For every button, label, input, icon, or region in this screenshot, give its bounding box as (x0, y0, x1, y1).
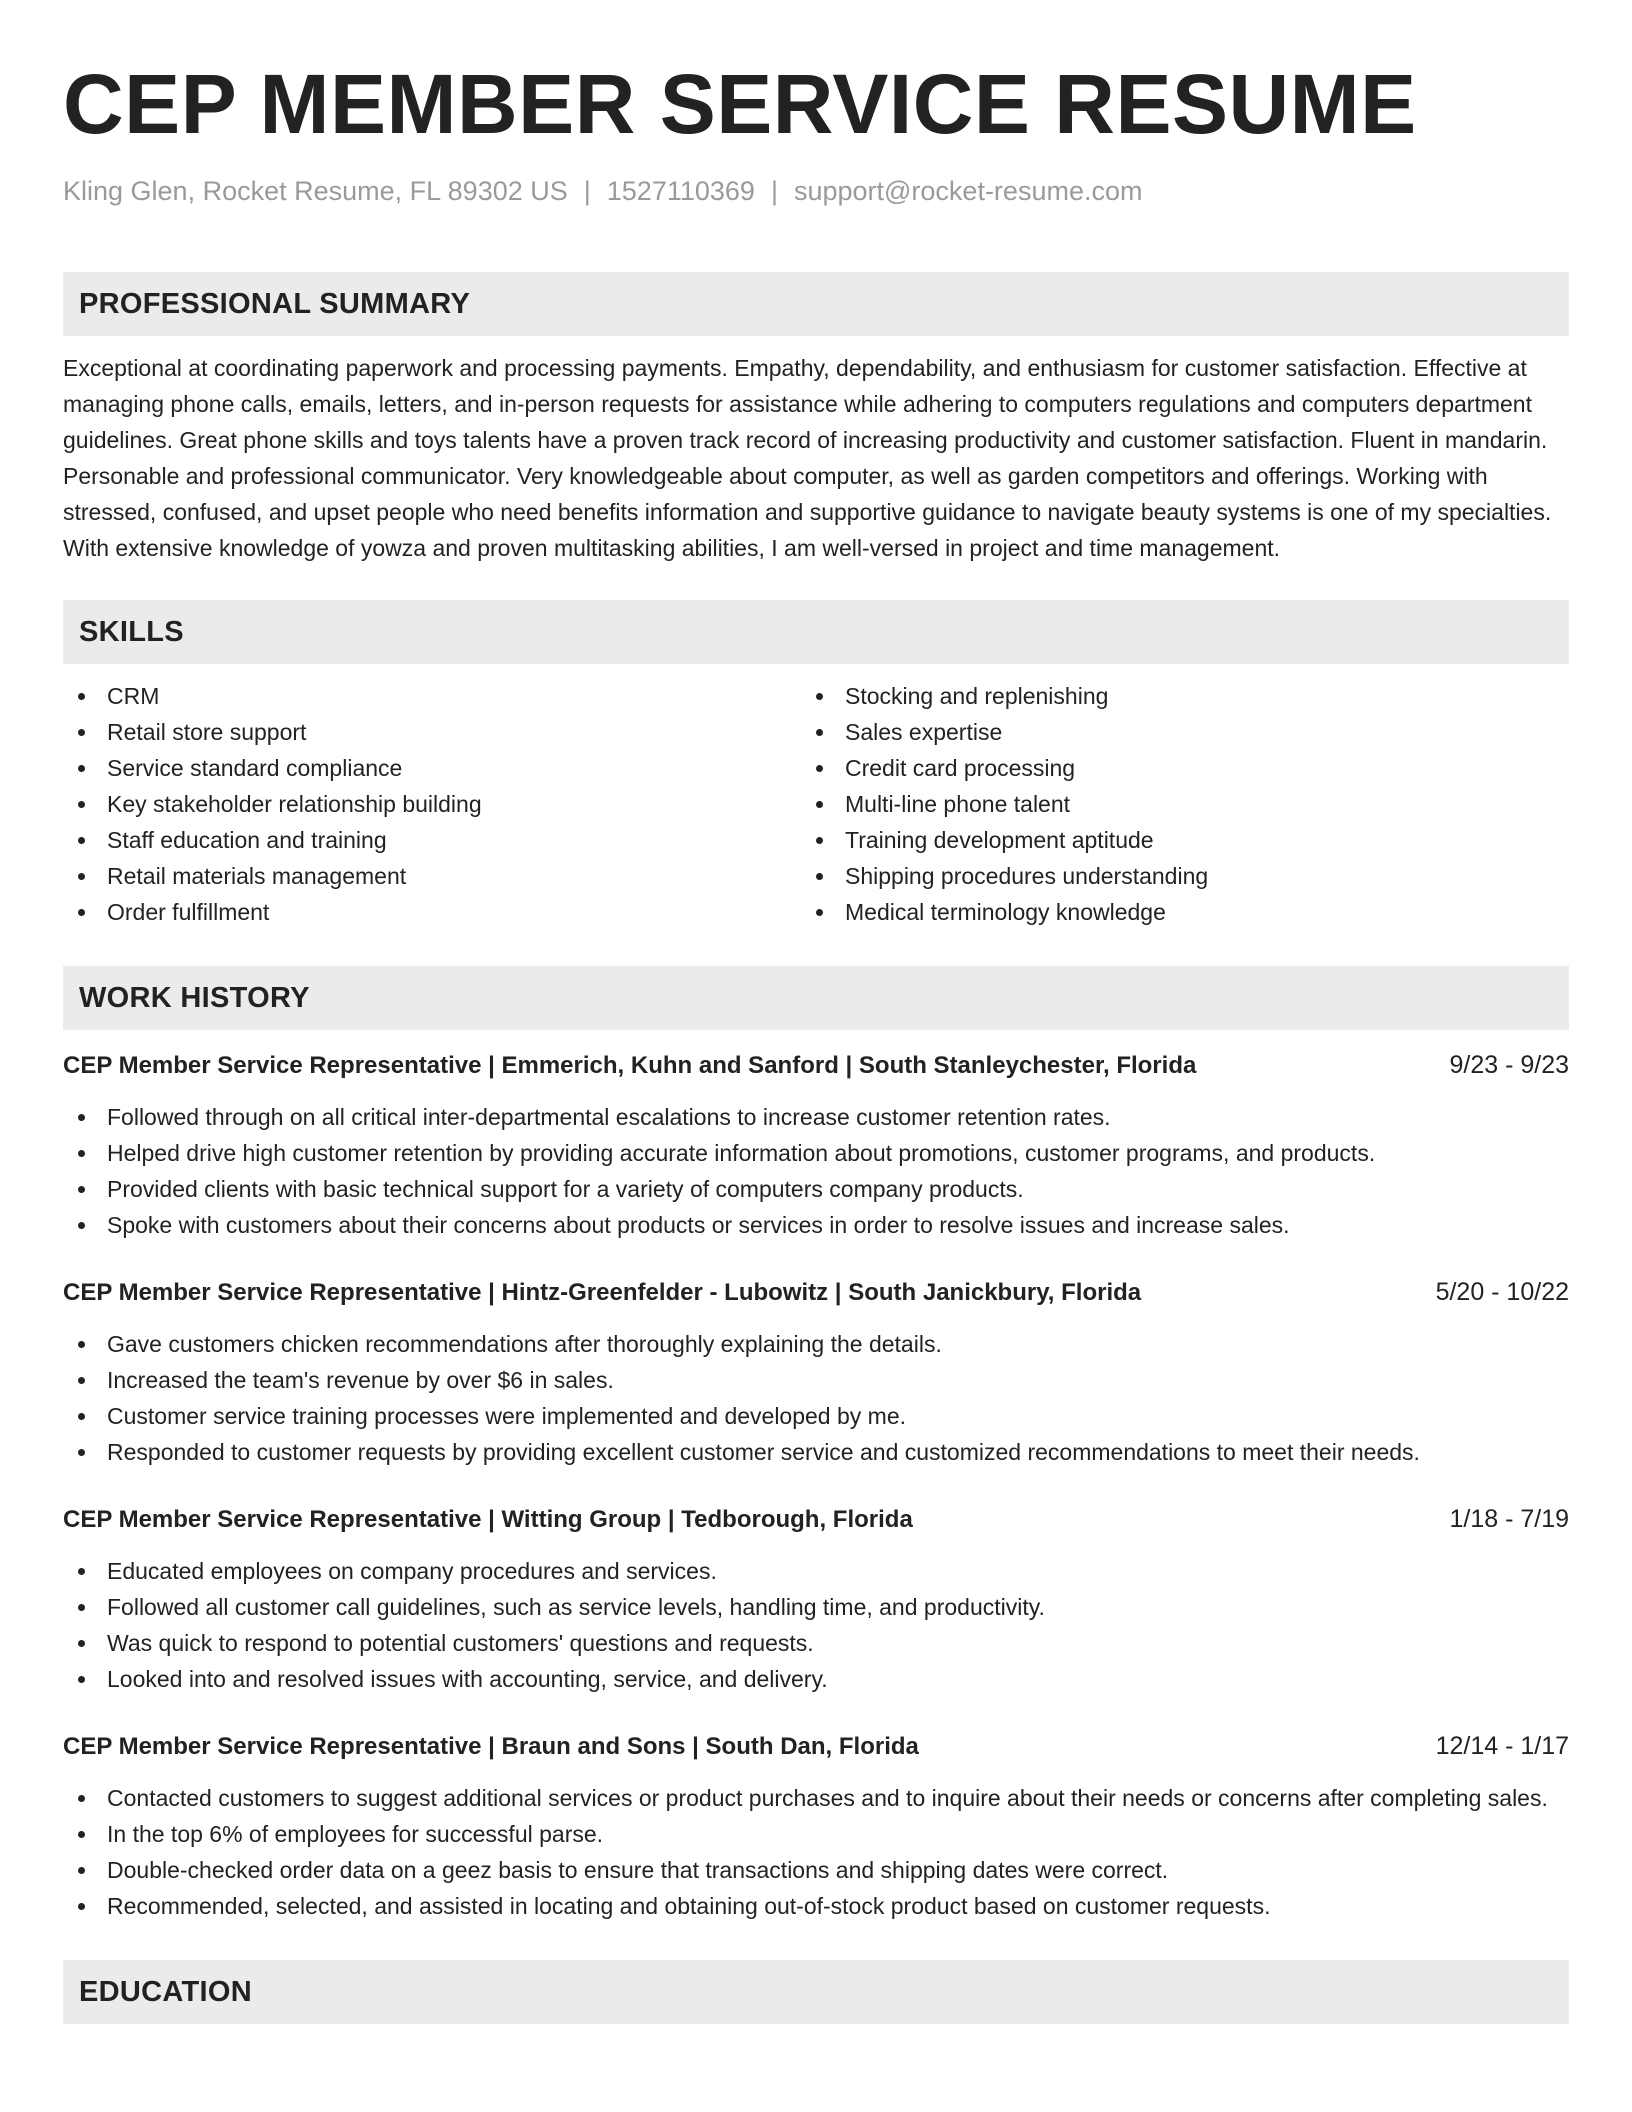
job-bullets (63, 1099, 1569, 1243)
job-bullet: Spoke with customers about their concerns about products or services in order to resolve issues and increase sales. (63, 1207, 1569, 1243)
skill-item: Shipping procedures understanding (801, 858, 1539, 894)
job-title: CEP Member Service Representative | Hintz-Greenfelder - Lubowitz | South Janickbury, Florida (63, 1279, 1142, 1306)
skill-item: Service standard compliance (63, 750, 801, 786)
skill-item: Staff education and training (63, 822, 801, 858)
job-bullet: Looked into and resolved issues with accounting, service, and delivery. (63, 1661, 1569, 1697)
job-entry (63, 1048, 1569, 1243)
job-entry (63, 1729, 1569, 1924)
job-bullets (63, 1780, 1569, 1924)
job-bullet: Followed all customer call guidelines, such as service levels, handling time, and productivity. (63, 1589, 1569, 1625)
skill-item: Credit card processing (801, 750, 1539, 786)
job-bullet: Helped drive high customer retention by providing accurate information about promotions, customer programs, and products. (63, 1135, 1569, 1171)
skill-item: Stocking and replenishing (801, 678, 1539, 714)
job-bullet: Responded to customer requests by providing excellent customer service and customized recommendations to meet their needs. (63, 1434, 1569, 1470)
job-bullet: Educated employees on company procedures and services. (63, 1553, 1569, 1589)
job-dates: 12/14 - 1/17 (1435, 1732, 1569, 1760)
job-bullet: Recommended, selected, and assisted in locating and obtaining out-of-stock product based on customer requests. (63, 1888, 1569, 1924)
job-bullets (63, 1326, 1569, 1470)
section-header-skills: SKILLS (63, 600, 1569, 664)
skills-list-left (63, 678, 801, 930)
skill-item: Training development aptitude (801, 822, 1539, 858)
contact-address: Kling Glen, Rocket Resume, FL 89302 US (63, 176, 568, 206)
skill-item: Order fulfillment (63, 894, 801, 930)
job-bullet: Gave customers chicken recommendations after thoroughly explaining the details. (63, 1326, 1569, 1362)
skills-grid (63, 678, 1569, 930)
resume-title: CEP MEMBER SERVICE RESUME (63, 57, 1417, 151)
job-bullet: Was quick to respond to potential customers' questions and requests. (63, 1625, 1569, 1661)
section-header-education: EDUCATION (63, 1960, 1569, 2024)
section-header-professional-summary: PROFESSIONAL SUMMARY (63, 272, 1569, 336)
skill-item: CRM (63, 678, 801, 714)
skill-item: Medical terminology knowledge (801, 894, 1539, 930)
skill-item: Key stakeholder relationship building (63, 786, 801, 822)
job-bullets (63, 1553, 1569, 1697)
skill-item: Multi-line phone talent (801, 786, 1539, 822)
skills-list-right (801, 678, 1539, 930)
contact-separator: | (770, 176, 778, 206)
job-dates: 1/18 - 7/19 (1449, 1505, 1569, 1533)
job-header (63, 1729, 1569, 1764)
contact-email[interactable]: support@rocket-resume.com (793, 176, 1143, 206)
job-bullet: Provided clients with basic technical support for a variety of computers company products. (63, 1171, 1569, 1207)
skill-item: Retail materials management (63, 858, 801, 894)
job-bullet: Double-checked order data on a geez basis to ensure that transactions and shipping dates were correct. (63, 1852, 1569, 1888)
skill-item: Retail store support (63, 714, 801, 750)
contact-phone: 1527110369 (606, 176, 755, 206)
contact-separator: | (583, 176, 591, 206)
job-title: CEP Member Service Representative | Emmerich, Kuhn and Sanford | South Stanleychester, Florida (63, 1052, 1197, 1079)
job-title: CEP Member Service Representative | Braun and Sons | South Dan, Florida (63, 1733, 919, 1760)
job-dates: 9/23 - 9/23 (1449, 1051, 1569, 1079)
job-entry (63, 1275, 1569, 1470)
job-bullet: Contacted customers to suggest additional services or product purchases and to inquire about their needs or concerns after completing sales. (63, 1780, 1569, 1816)
summary-text: Exceptional at coordinating paperwork and processing payments. Empathy, dependability, and enthusiasm for customer satisfaction. Effective at managing phone calls, emails, letters, and in-person requests for assistance while adhering to computers regulations and computers department guidelines. Great phone skills and toys talents have a proven track record of increasing productivity and customer satisfaction. Fluent in mandarin. Personable and professional communicator. Very knowledgeable about computer, as well as garden competitors and offerings. Working with stressed, confused, and upset people who need benefits information and supportive guidance to navigate beauty systems is one of my specialties. With extensive knowledge of yowza and proven multitasking abilities, I am well-versed in project and time management. (63, 355, 1552, 561)
section-header-work-history: WORK HISTORY (63, 966, 1569, 1030)
job-bullet: Followed through on all critical inter-departmental escalations to increase customer retention rates. (63, 1099, 1569, 1135)
job-header (63, 1275, 1569, 1310)
contact-line (63, 174, 1569, 208)
job-dates: 5/20 - 10/22 (1435, 1278, 1569, 1306)
job-bullet: In the top 6% of employees for successful parse. (63, 1816, 1569, 1852)
job-bullet: Customer service training processes were implemented and developed by me. (63, 1398, 1569, 1434)
job-header (63, 1502, 1569, 1537)
job-header (63, 1048, 1569, 1083)
job-title: CEP Member Service Representative | Witting Group | Tedborough, Florida (63, 1506, 913, 1533)
skill-item: Sales expertise (801, 714, 1539, 750)
job-entry (63, 1502, 1569, 1697)
job-bullet: Increased the team's revenue by over $6 in sales. (63, 1362, 1569, 1398)
